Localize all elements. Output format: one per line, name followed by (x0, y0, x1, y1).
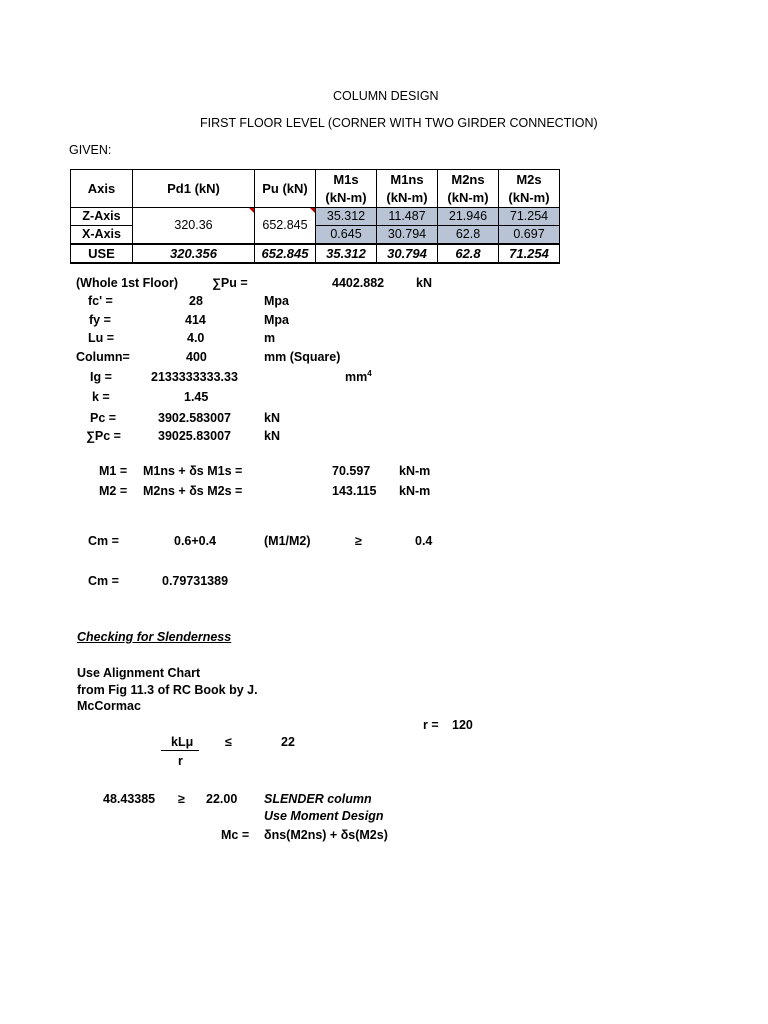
use-pu: 652.845 (255, 244, 316, 263)
slenderness-limit: 22 (281, 735, 295, 749)
fc-value: 28 (189, 294, 203, 308)
m2-label: M2 = (99, 484, 128, 498)
header-m2ns: M2ns (kN-m) (438, 170, 499, 208)
m1-expression: M1ns + δs M1s = (143, 464, 243, 478)
fc-unit: Mpa (264, 294, 289, 308)
lu-value: 4.0 (187, 331, 205, 345)
pc-value: 3902.583007 (158, 411, 231, 425)
leq-symbol: ≤ (225, 735, 232, 749)
alignment-line-1: Use Alignment Chart (77, 666, 201, 680)
slender-result: SLENDER column (264, 792, 372, 806)
cm-result-value: 0.79731389 (162, 574, 229, 588)
fraction-denominator: r (178, 754, 183, 768)
header-m1ns: M1ns (kN-m) (377, 170, 438, 208)
lu-unit: m (264, 331, 276, 345)
whole-floor-label: (Whole 1st Floor) (76, 276, 179, 290)
pd1-value: 320.36 (133, 208, 255, 245)
pc-unit: kN (264, 411, 280, 425)
m2-unit: kN-m (399, 484, 431, 498)
use-m1ns: 30.794 (377, 244, 438, 263)
given-table (70, 169, 560, 264)
row-label-use: USE (71, 244, 133, 263)
page-subtitle: FIRST FLOOR LEVEL (CORNER WITH TWO GIRDER CONNECTION) (200, 116, 598, 130)
alignment-line-2: from Fig 11.3 of RC Book by J. (77, 683, 258, 697)
ig-value: 2133333333.33 (151, 370, 238, 384)
z-m1ns: 11.487 (377, 208, 438, 226)
header-m1s: M1s (kN-m) (316, 170, 377, 208)
slenderness-ratio: 48.43385 (103, 792, 156, 806)
m2-expression: M2ns + δs M2s = (143, 484, 243, 498)
mc-expression: δns(M2ns) + δs(M2s) (264, 828, 388, 842)
x-m1s: 0.645 (316, 226, 377, 245)
use-m2s: 71.254 (499, 244, 560, 263)
sum-pu-label: ∑Pu = (212, 276, 248, 290)
pc-label: Pc = (90, 411, 117, 425)
fy-value: 414 (185, 313, 206, 327)
m1-label: M1 = (99, 464, 128, 478)
header-m2s: M2s (kN-m) (499, 170, 560, 208)
given-label: GIVEN: (69, 143, 112, 157)
header-axis: Axis (71, 170, 133, 208)
column-unit: mm (Square) (264, 350, 341, 364)
z-m1s: 35.312 (316, 208, 377, 226)
fy-label: fy = (89, 313, 111, 327)
lu-label: Lu = (88, 331, 115, 345)
header-pd1: Pd1 (kN) (133, 170, 255, 208)
m1-value: 70.597 (332, 464, 371, 478)
sum-pu-unit: kN (416, 276, 432, 290)
mc-label: Mc = (221, 828, 250, 842)
pu-value: 652.845 (255, 208, 316, 245)
page-title: COLUMN DESIGN (333, 89, 439, 103)
cm-ratio: (M1/M2) (264, 534, 311, 548)
slenderness-heading: Checking for Slenderness (77, 630, 232, 644)
fraction-bar (161, 750, 199, 751)
sum-pc-value: 39025.83007 (158, 429, 231, 443)
cm-expression: 0.6+0.4 (174, 534, 217, 548)
x-m2ns: 62.8 (438, 226, 499, 245)
header-pu: Pu (kN) (255, 170, 316, 208)
slenderness-limit-2: 22.00 (206, 792, 238, 806)
alignment-line-3: McCormac (77, 699, 141, 713)
ig-unit: $mm^4$ (345, 369, 372, 385)
fy-unit: Mpa (264, 313, 289, 327)
sum-pu-value: 4402.882 (332, 276, 385, 290)
ig-label: Ig = (90, 370, 112, 384)
x-m1ns: 30.794 (377, 226, 438, 245)
fc-label: fc' = (88, 294, 113, 308)
table-row-z (71, 208, 560, 226)
row-label-x: X-Axis (71, 226, 133, 245)
x-m2s: 0.697 (499, 226, 560, 245)
z-m2ns: 21.946 (438, 208, 499, 226)
m1-unit: kN-m (399, 464, 431, 478)
use-m2ns: 62.8 (438, 244, 499, 263)
use-pd1: 320.356 (133, 244, 255, 263)
table-row-use (71, 244, 560, 263)
geq-symbol: ≥ (178, 792, 185, 806)
r-label: r = (423, 718, 439, 732)
column-value: 400 (186, 350, 207, 364)
k-value: 1.45 (184, 390, 209, 404)
fraction-numerator: kLμ (171, 735, 194, 749)
cm-result-label: Cm = (88, 574, 119, 588)
moment-design-note: Use Moment Design (264, 809, 384, 823)
sum-pc-label: ∑Pc = (86, 429, 121, 443)
m2-value: 143.115 (332, 484, 377, 498)
z-m2s: 71.254 (499, 208, 560, 226)
k-label: k = (92, 390, 110, 404)
cm-geq: ≥ (355, 534, 362, 548)
cm-label: Cm = (88, 534, 119, 548)
sum-pc-unit: kN (264, 429, 280, 443)
r-value: 120 (452, 718, 473, 732)
use-m1s: 35.312 (316, 244, 377, 263)
row-label-z: Z-Axis (71, 208, 133, 226)
cm-min: 0.4 (415, 534, 433, 548)
column-label: Column= (76, 350, 130, 364)
